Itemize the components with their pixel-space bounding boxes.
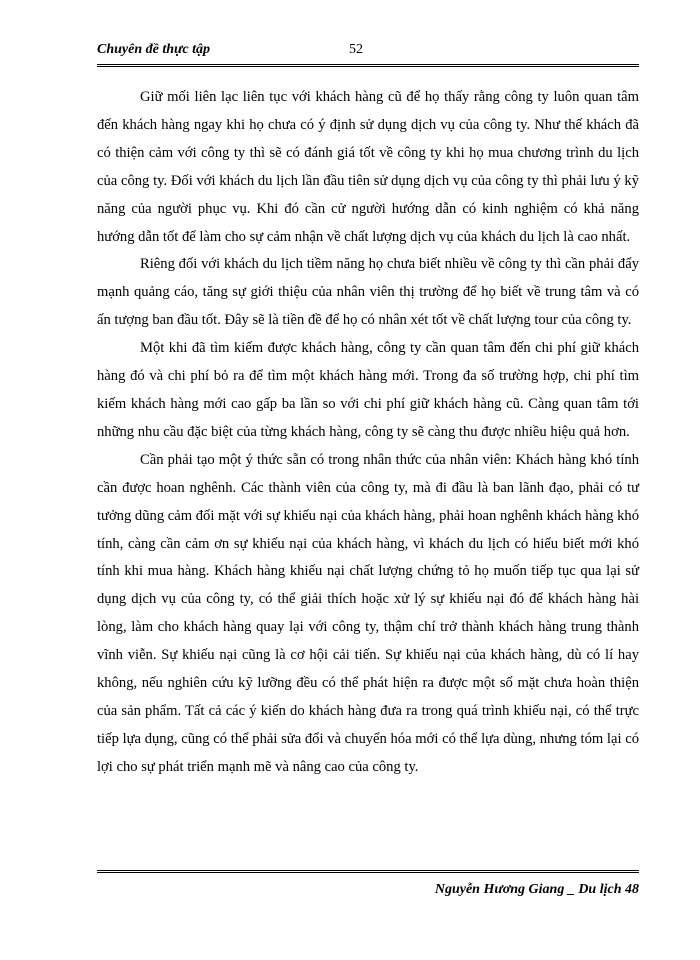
footer-author: Nguyễn Hương Giang _ Du lịch 48 (434, 882, 639, 897)
paragraph-3: Một khi đã tìm kiếm được khách hàng, công ty cần quan tâm đến chi phí giữ khách hàng đó và chi phí bỏ ra để tìm một khách hàng mới. Trong đa số trường hợp, chi phí tìm kiếm khách hàng mới cao gấp ba lần so với chi phí giữ khách hàng cũ. Càng quan tâm tới những nhu cầu đặc biệt của từng khách hàng, công ty sẽ càng thu được nhiều hiệu quả hơn. (97, 340, 639, 440)
page-number: 52 (349, 42, 363, 57)
header-title: Chuyên đề thực tập (97, 42, 211, 57)
header-divider (97, 64, 639, 67)
paragraph-4: Cần phải tạo một ý thức sẵn có trong nhân thức của nhân viên: Khách hàng khó tính cần được hoan nghênh. Các thành viên của công ty, mà đi đầu là ban lãnh đạo, phải có tư tưởng dũng cảm đối mặt với sự khiếu nại của khách hàng, phải hoan nghênh khách hàng khó tính, càng cần cảm ơn sự khiếu nại của khách hàng, vì khách du lịch có hiểu biết mới khó tính khi mua hàng. Khách hàng khiếu nại chất lượng chứng tỏ họ muốn tiếp tục qua lại sử dụng dịch vụ của công ty, có thể giải thích hoặc xử lý sự khiếu nại đó để khách hàng hài lòng, làm cho khách hàng quay lại với công ty, thậm chí trở thành khách hàng trung thành vĩnh viễn. Sự khiếu nại cũng là cơ hội cải tiến. Sự khiếu nại của khách hàng, dù có lí hay không, nếu nghiên cứu kỹ lưỡng đều có thể phát hiện ra được một số mặt chưa hoàn thiện của sản phẩm. Tất cả các ý kiến do khách hàng đưa ra trong quá trình khiếu nại, có thể trực tiếp lựa dụng, cũng có thể phải sửa đổi và chuyển hóa mới có thể lựa dùng, nhưng tóm lại có lợi cho sự phát triển mạnh mẽ và nâng cao của công ty. (97, 451, 639, 775)
paragraph-2: Riêng đối với khách du lịch tiềm năng họ chưa biết nhiều về công ty thì cần phải đẩy mạnh quảng cáo, tăng sự giới thiệu của nhân viên thị trường để họ biết về trung tâm và có ấn tượng ban đầu tốt. Đây sẽ là tiền đề để họ có nhân xét tốt về chất lượng tour của công ty. (97, 256, 639, 329)
document-body (97, 84, 639, 782)
footer-divider (97, 870, 639, 873)
page-header (97, 42, 639, 64)
paragraph-1: Giữ mối liên lạc liên tục với khách hàng cũ để họ thấy rằng công ty luôn quan tâm đến khách hàng ngay khi họ chưa có ý định sử dụng dịch vụ của công ty. Như thế khách đã có thiện cảm với công ty thì sẽ có đánh giá tốt về công ty khi họ mua chương trình du lịch của công ty. Đối với khách du lịch lần đầu tiên sử dụng dịch vụ của công ty thì phải lưu ý kỹ năng của người phục vụ. Khi đó cần cử người hướng dẫn có kinh nghiệm có khả năng hướng dẫn tốt để làm cho sự cảm nhận về chất lượng dịch vụ của khách du lịch là cao nhất. (97, 89, 639, 245)
